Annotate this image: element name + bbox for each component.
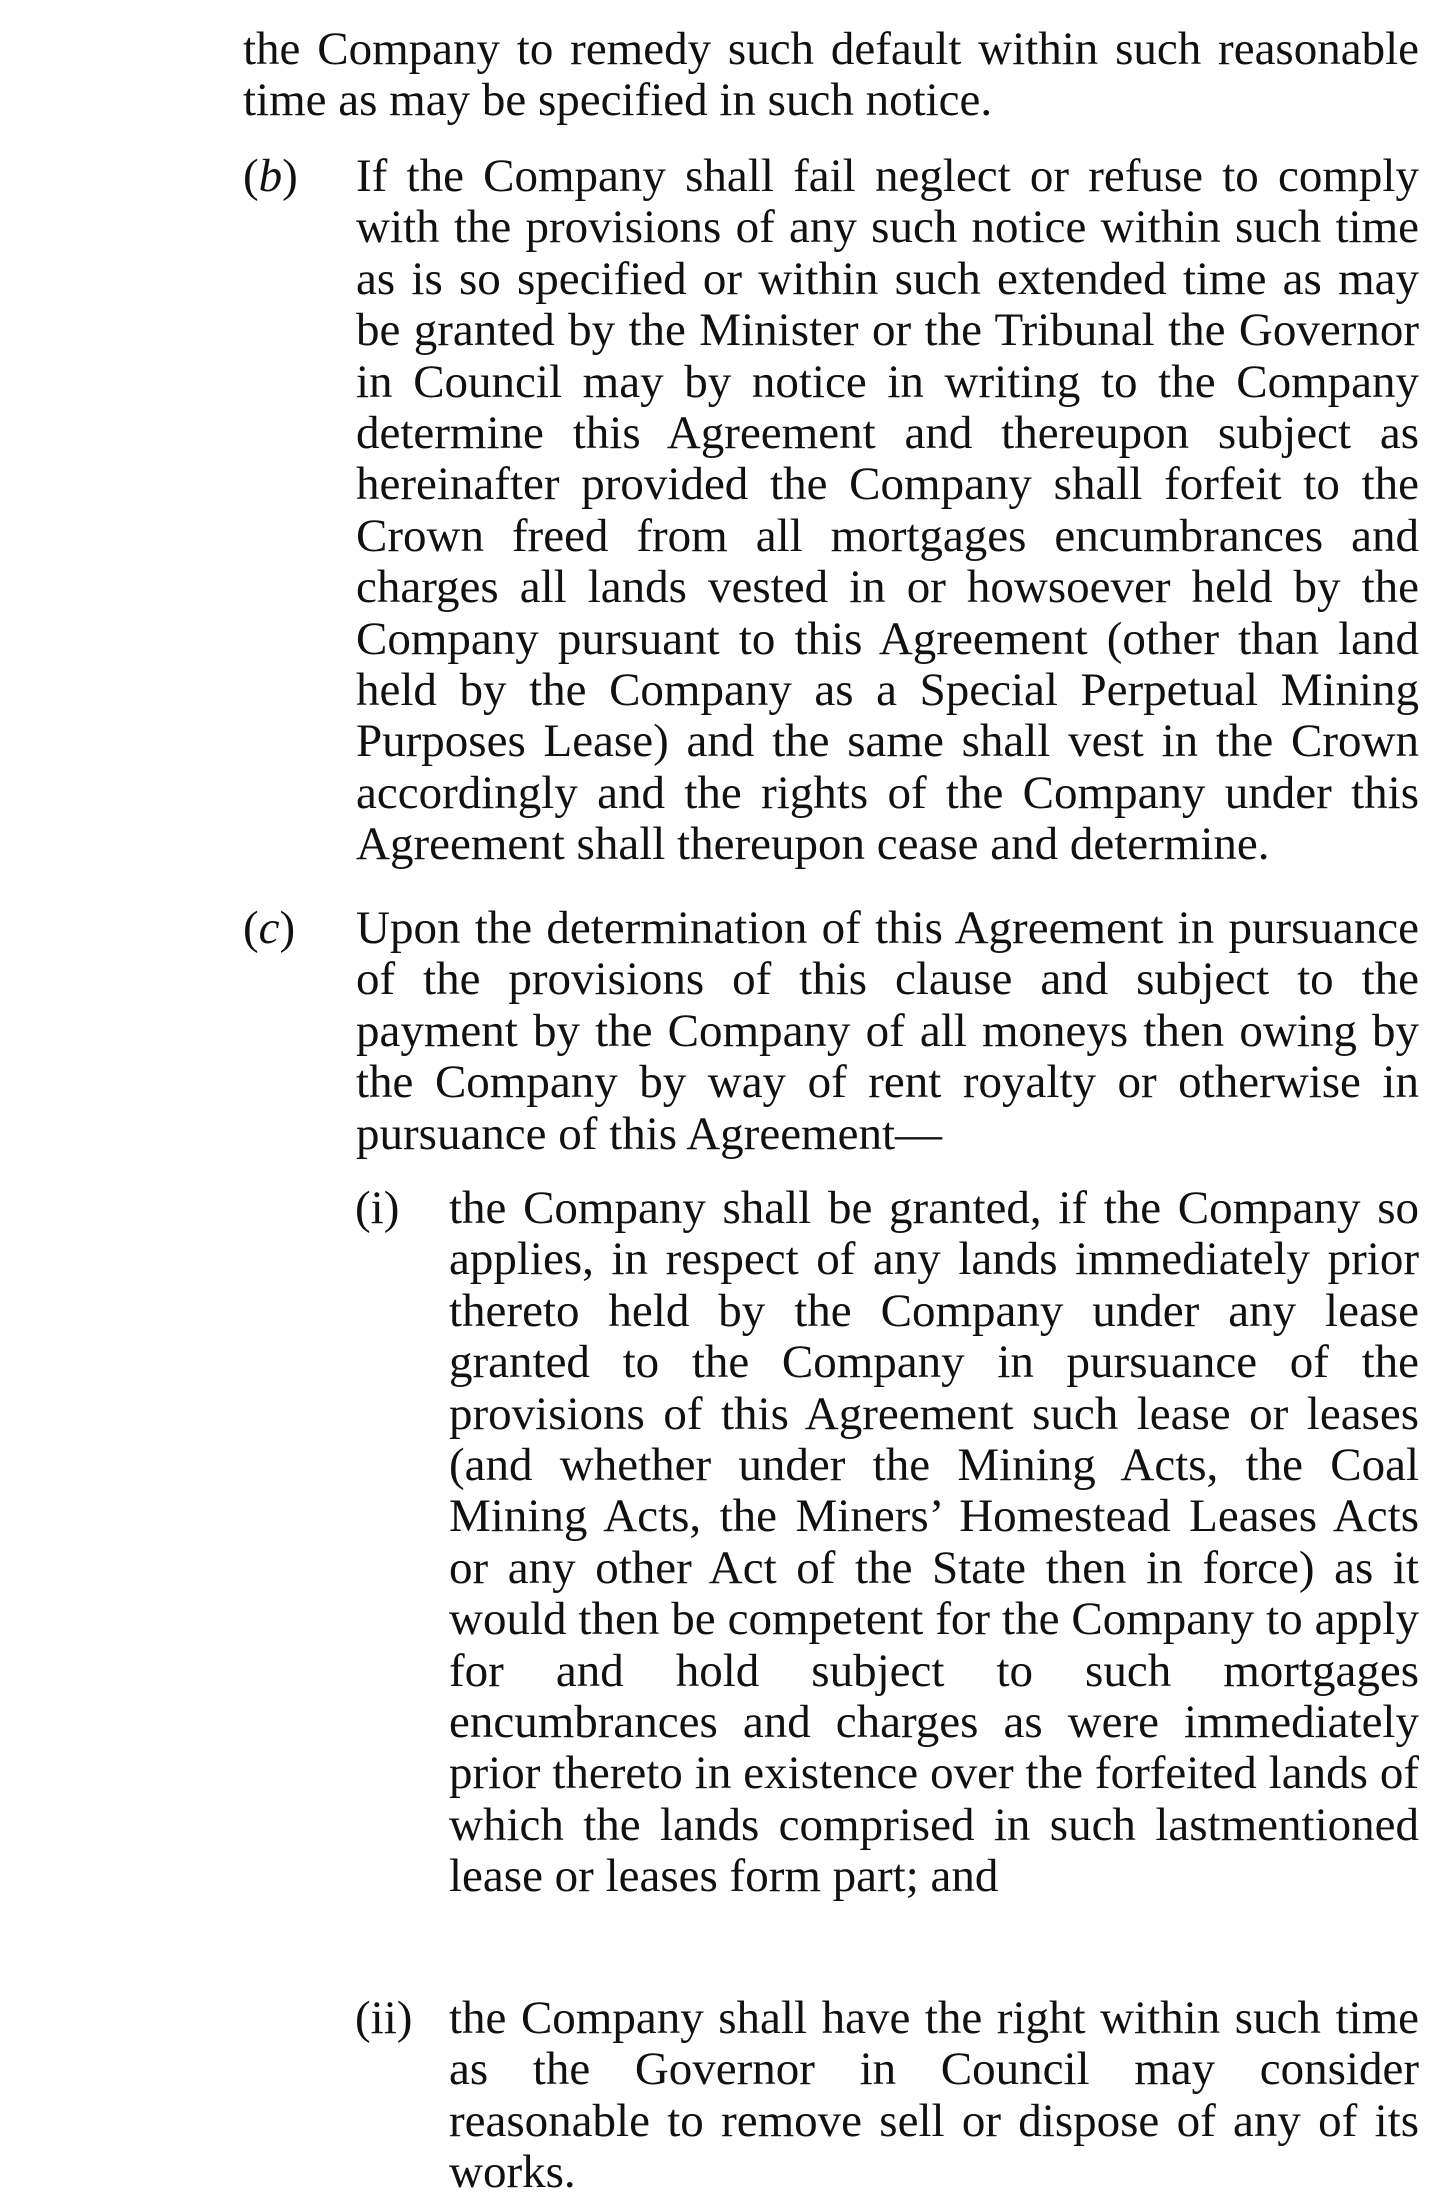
lead-paragraph: the Company to remedy such default within such reasonable time as may be specified in such notice.: [243, 23, 1419, 127]
subclause-text-ii: the Company shall have the right within such time as the Governor in Council may consider reasonable to remove sell or dispose of any of its works.: [449, 1992, 1419, 2199]
subclause-label-ii: (ii): [355, 1992, 413, 2044]
clause-label-c: (c): [243, 902, 296, 954]
subclause-text-i: the Company shall be granted, if the Company so applies, in respect of any lands immediately prior thereto held by the Company under any lease granted to the Company in pursuance of the provisions of this Agreement such lease or leases (and whether under the Mining Acts, the Coal Mining Acts, the Miners’ Homestead Leases Acts or any other Act of the State then in force) as it would then be competent for the Company to apply for and hold subject to such mortgages encumbrances and charges as were immediately prior thereto in existence over the forfeited lands of which the lands comprised in such lastmentioned lease or leases form part; and: [449, 1182, 1419, 1903]
clause-text-b: If the Company shall fail neglect or refuse to comply with the provisions of any such notice within such time as is so specified or within such extended time as may be granted by the Minister or the Tribunal the Governor in Council may by notice in writing to the Company determine this Agreement and thereupon subject as hereinafter provided the Company shall forfeit to the Crown freed from all mortgages encumbrances and charges all lands vested in or howsoever held by the Company pursuant to this Agreement (other than land held by the Company as a Special Perpetual Mining Purposes Lease) and the same shall vest in the Crown accordingly and the rights of the Company under this Agreement shall thereupon cease and determine.: [356, 150, 1419, 871]
subclause-label-i: (i): [355, 1182, 400, 1234]
clause-label-b: (b): [243, 150, 298, 202]
clause-text-c: Upon the determination of this Agreement in pursuance of the provisions of this clause and subject to the payment by the Company of all moneys then owing by the Company by way of rent royalty or otherwise in pursuance of this Agreement—: [356, 902, 1419, 1160]
